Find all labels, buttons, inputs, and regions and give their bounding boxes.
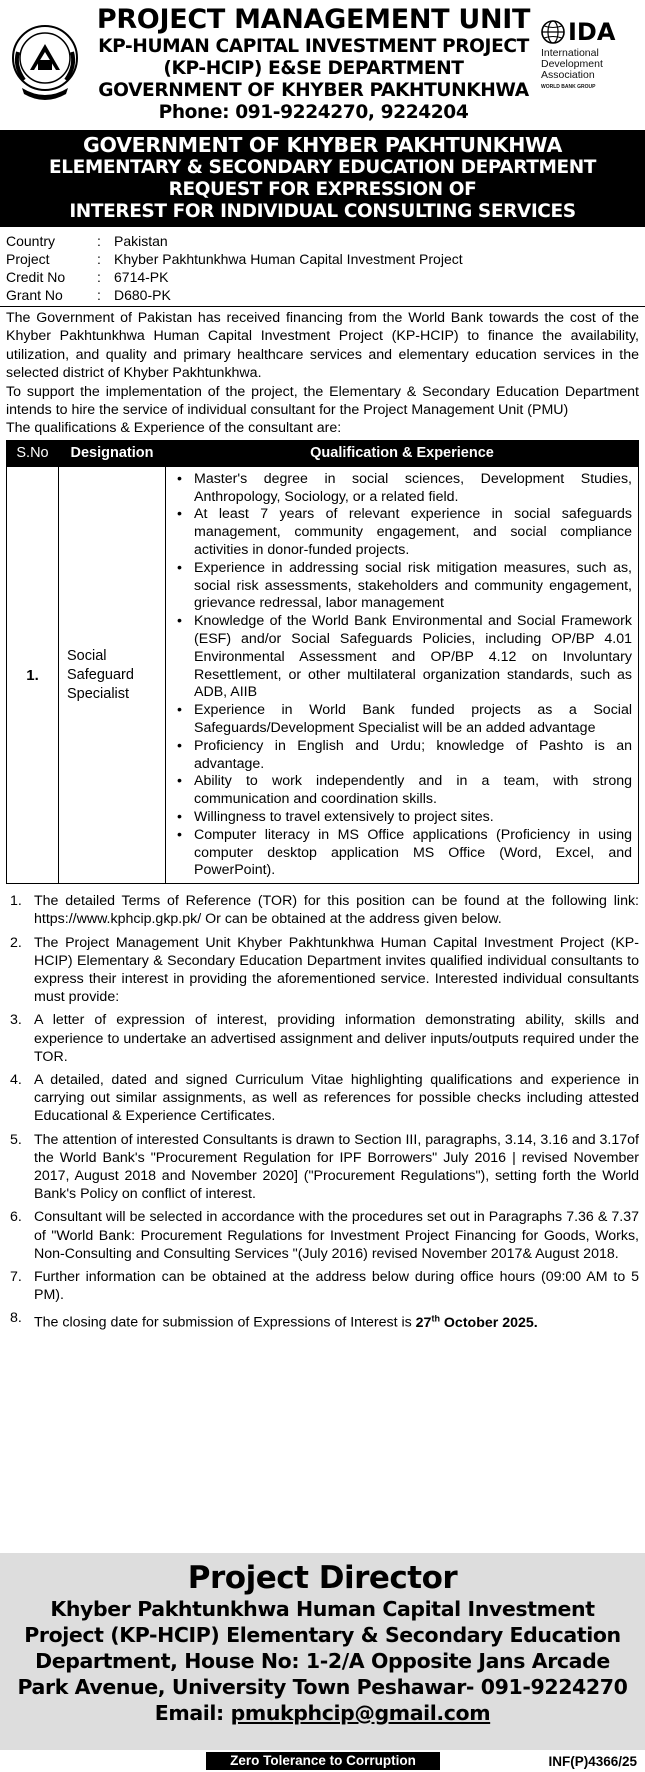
closing-text: The closing date for submission of Expressions of Interest is <box>34 1315 416 1332</box>
term-item <box>6 1131 639 1204</box>
qualification-item: • Master's degree in social sciences, Development Studies, Anthropology, Sociology, or a related field. <box>174 471 632 507</box>
term-item <box>6 1208 639 1263</box>
email-label: Email: <box>154 1701 231 1725</box>
closing-month: October 2025. <box>439 1315 538 1332</box>
qualification-item: • Computer literacy in MS Office applications (Proficiency in using computer desktop application MS Office (Word, Excel, and PowerPoint). <box>174 827 632 880</box>
banner-government: GOVERNMENT OF KHYBER PAKHTUNKHWA <box>82 133 563 157</box>
footer-email-line <box>0 1700 645 1726</box>
qualification-item: • Knowledge of the World Bank Environmental and Social Framework (ESF) and/or Social Safeguards Policies, including OP/BP 4.01 Environmental Assessment and OP/BP 4.12 on Involuntary Resettlement, or other multilateral organization standards, such as ADB, AIIB <box>174 613 632 702</box>
term-text: Further information can be obtained at the address below during office hours (09:00 AM to 5 PM). <box>34 1269 639 1304</box>
info-row-credit <box>6 268 639 286</box>
qualification-item: • Proficiency in English and Urdu; knowledge of Pashto is an advantage. <box>174 738 632 774</box>
globe-icon <box>541 20 565 44</box>
qualification-table <box>6 440 639 884</box>
banner-request: REQUEST FOR EXPRESSION OF <box>168 179 477 200</box>
ida-line-2: Development <box>541 58 603 70</box>
qualification-list <box>174 471 632 880</box>
info-value: Pakistan <box>114 233 168 249</box>
intro-paragraph-2: To support the implementation of the project, the Elementary & Secondary Education Department intends to hire the service of individual consultant for the Project Management Unit (PMU) <box>6 383 639 419</box>
row-sno: 1. <box>7 466 59 883</box>
info-row-country <box>6 232 639 250</box>
intro-paragraph-1: The Government of Pakistan has received financing from the World Bank towards the cost of the Khyber Pakhtunkhwa Human Capital Investment Project (KP-HCIP) to finance the availability, utilization, and quality and primary healthcare services and elementary education services in the selected district of Khyber Pakhtunkhwa. <box>6 310 639 382</box>
info-colon: : <box>97 251 101 267</box>
term-number: 3. <box>10 1012 22 1029</box>
term-item <box>6 1011 639 1066</box>
info-label: Project <box>6 251 50 267</box>
term-number: 7. <box>10 1269 22 1286</box>
footer-title: Project Director <box>187 1560 458 1596</box>
term-text: The detailed Terms of Reference (TOR) for this position can be found at the following link: https://www.kphcip.gkp.pk/ Or can be obtained at the address given below. <box>34 893 639 928</box>
info-value: D680-PK <box>114 287 171 303</box>
header-line-project: KP-HUMAN CAPITAL INVESTMENT PROJECT <box>98 36 529 57</box>
term-item <box>6 1268 639 1304</box>
header-designation: Designation <box>59 440 166 466</box>
header-sno: S.No <box>7 440 59 466</box>
closing-day: 27 <box>415 1315 432 1332</box>
table-row <box>7 466 639 883</box>
inf-number: INF(P)4366/25 <box>548 1754 637 1769</box>
table-header-row <box>7 440 639 466</box>
term-number: 8. <box>10 1310 22 1327</box>
header-line-department: (KP-HCIP) E&SE DEPARTMENT <box>163 58 464 79</box>
info-colon: : <box>97 269 101 285</box>
info-value: Khyber Pakhtunkhwa Human Capital Investment Project <box>114 251 463 267</box>
bottom-bar <box>0 1750 645 1772</box>
header-qualification: Qualification & Experience <box>166 440 639 466</box>
term-number: 5. <box>10 1131 22 1148</box>
footer <box>0 1553 645 1772</box>
qualification-item: • Willingness to travel extensively to project sites. <box>174 809 632 827</box>
terms-list <box>6 892 639 1332</box>
footer-address-4: Park Avenue, University Town Peshawar- 091-9224270 <box>17 1675 628 1699</box>
intro-paragraph-3: The qualifications & Experience of the consultant are: <box>6 420 342 437</box>
qualification-item: • Experience in addressing social risk mitigation measures, such as, social risk assessments, stakeholders and community engagement, grievance redressal, labor management <box>174 560 632 613</box>
title-banner <box>0 130 645 227</box>
ida-acronym: IDA <box>568 18 616 46</box>
banner-interest: INTEREST FOR INDIVIDUAL CONSULTING SERVICES <box>69 201 576 222</box>
term-item <box>6 1071 639 1126</box>
term-item <box>6 934 639 1007</box>
qualification-item: • Ability to work independently and in a team, with strong communication and coordination skills. <box>174 773 632 809</box>
info-row-grant <box>6 286 639 304</box>
footer-address-2: Project (KP-HCIP) Elementary & Secondary Education <box>24 1623 621 1647</box>
term-text: The attention of interested Consultants is drawn to Section III, paragraphs, 3.14, 3.16 and 3.17of the World Bank's "Procurement Regulation for IPF Borrowers" July 2016 | revised November 2017, August 2018 and November 2020] ("Procurement Regulations"), setting forth the World Bank's Policy on conflict of interest. <box>34 1131 639 1203</box>
term-number: 1. <box>10 893 22 910</box>
closing-date-item <box>6 1309 639 1332</box>
qualification-item: • At least 7 years of relevant experience in social safeguards management, community engagement, and social compliance activities in donor-funded projects. <box>174 506 632 559</box>
kp-government-emblem-icon <box>10 22 80 104</box>
term-text: A detailed, dated and signed Curriculum Vitae highlighting qualifications and experience in carrying out similar assignments, as well as references for possible checks including attested Educational & Experience Certificates. <box>34 1072 639 1125</box>
info-row-project <box>6 250 639 268</box>
term-text: Consultant will be selected in accordance with the procedures set out in Paragraphs 7.36 & 7.37 of "World Bank: Procurement Regulations for Investment Project Financing for Goods, Works, Non-Consulting and Consulting Services "(July 2016) revised November 2017& August 2018. <box>34 1209 639 1262</box>
ida-line-1: International <box>541 47 599 59</box>
ida-logo <box>541 18 633 108</box>
header-text <box>88 4 539 124</box>
info-colon: : <box>97 233 101 249</box>
divider <box>0 306 645 307</box>
term-item <box>6 892 639 928</box>
row-designation: Social Safeguard Specialist <box>59 466 166 883</box>
footer-address-3: Department, House No: 1-2/A Opposite Jans Arcade <box>35 1649 610 1673</box>
info-colon: : <box>97 287 101 303</box>
info-value: 6714-PK <box>114 269 169 285</box>
row-qualifications <box>166 466 639 883</box>
qualification-item: • Experience in World Bank funded projects as a Social Safeguards/Development Specialist will be an added advantage <box>174 702 632 738</box>
ida-world-bank-group: WORLD BANK GROUP <box>541 84 596 90</box>
info-label: Grant No <box>6 287 63 303</box>
term-number: 6. <box>10 1209 22 1226</box>
header-title: PROJECT MANAGEMENT UNIT <box>96 4 531 35</box>
footer-address-1: Khyber Pakhtunkhwa Human Capital Investment <box>50 1597 595 1621</box>
header-line-government: GOVERNMENT OF KHYBER PAKHTUNKHWA <box>98 80 529 101</box>
header-phone: Phone: 091-9224270, 9224204 <box>158 102 469 123</box>
info-label: Country <box>6 233 56 249</box>
closing-day-suffix: th <box>431 1313 440 1324</box>
term-number: 4. <box>10 1072 22 1088</box>
banner-department: ELEMENTARY & SECONDARY EDUCATION DEPARTMENT <box>48 157 596 178</box>
term-text: A letter of expression of interest, providing information demonstrating ability, skills and experience to undertake an advertised assignment and deliver inputs/outputs required under the TOR. <box>34 1012 639 1065</box>
project-info <box>6 232 639 304</box>
info-label: Credit No <box>6 269 66 285</box>
ida-line-3: Association <box>541 69 595 81</box>
slogan-badge: Zero Tolerance to Corruption <box>206 1752 440 1770</box>
email-link[interactable]: pmukphcip@gmail.com <box>230 1701 491 1725</box>
term-number: 2. <box>10 934 22 951</box>
header <box>6 4 639 130</box>
term-text: The Project Management Unit Khyber Pakhtunkhwa Human Capital Investment Project (KP-HCIP) Elementary & Secondary Education Department invites qualified individual consultants to express their interest in providing the aforementioned service. Interested individual consultants must provide: <box>34 934 639 1006</box>
